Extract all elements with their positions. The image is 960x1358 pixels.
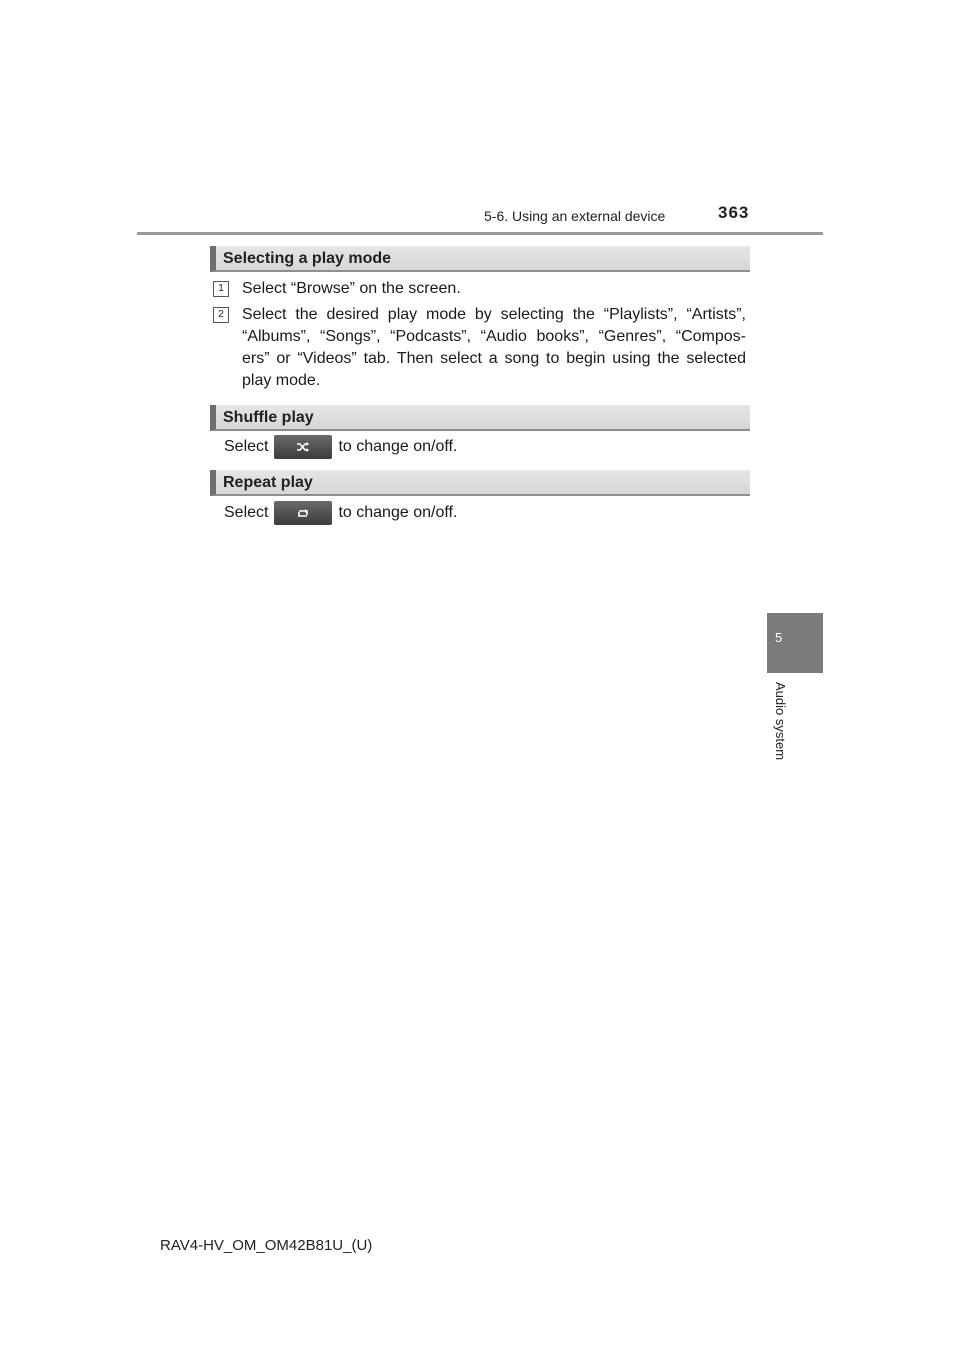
shuffle-button[interactable] [274, 435, 332, 459]
repeat-button[interactable] [274, 501, 332, 525]
instruction-suffix: to change on/off. [338, 504, 458, 521]
step-text-2: Select the desired play mode by selecting the “Playlists”, “Artists”, “Albums”, “Songs”, “Podcasts”, “Audio books”, “Genres”, “Compos- ers” or “Videos” tab. Then select a song to begin using the selected play mode. [242, 306, 746, 389]
page-number: 363 [718, 203, 750, 222]
step-number-2: 2 [213, 307, 229, 323]
step-text-1: Select “Browse” on the screen. [242, 280, 461, 297]
repeat-icon [296, 506, 310, 520]
chapter-tab-label: Audio system [773, 682, 788, 761]
section-title: Shuffle play [223, 409, 314, 426]
section-heading-repeat [210, 470, 750, 496]
section-heading-shuffle [210, 405, 750, 431]
chapter-tab-number: 5 [775, 630, 783, 645]
step-number-1: 1 [213, 281, 229, 297]
instruction-prefix: Select [224, 504, 269, 521]
section-heading-play-mode [210, 246, 750, 272]
header-section-title: 5-6. Using an external device [484, 208, 666, 224]
document-code: RAV4-HV_OM_OM42B81U_(U) [160, 1237, 373, 1254]
instruction-prefix: Select [224, 438, 269, 455]
instruction-suffix: to change on/off. [338, 438, 458, 455]
header-divider [137, 232, 823, 235]
section-title: Repeat play [223, 474, 313, 491]
shuffle-instruction [224, 435, 457, 459]
section-title: Selecting a play mode [223, 250, 392, 267]
repeat-instruction [224, 501, 457, 525]
shuffle-icon [296, 440, 310, 454]
